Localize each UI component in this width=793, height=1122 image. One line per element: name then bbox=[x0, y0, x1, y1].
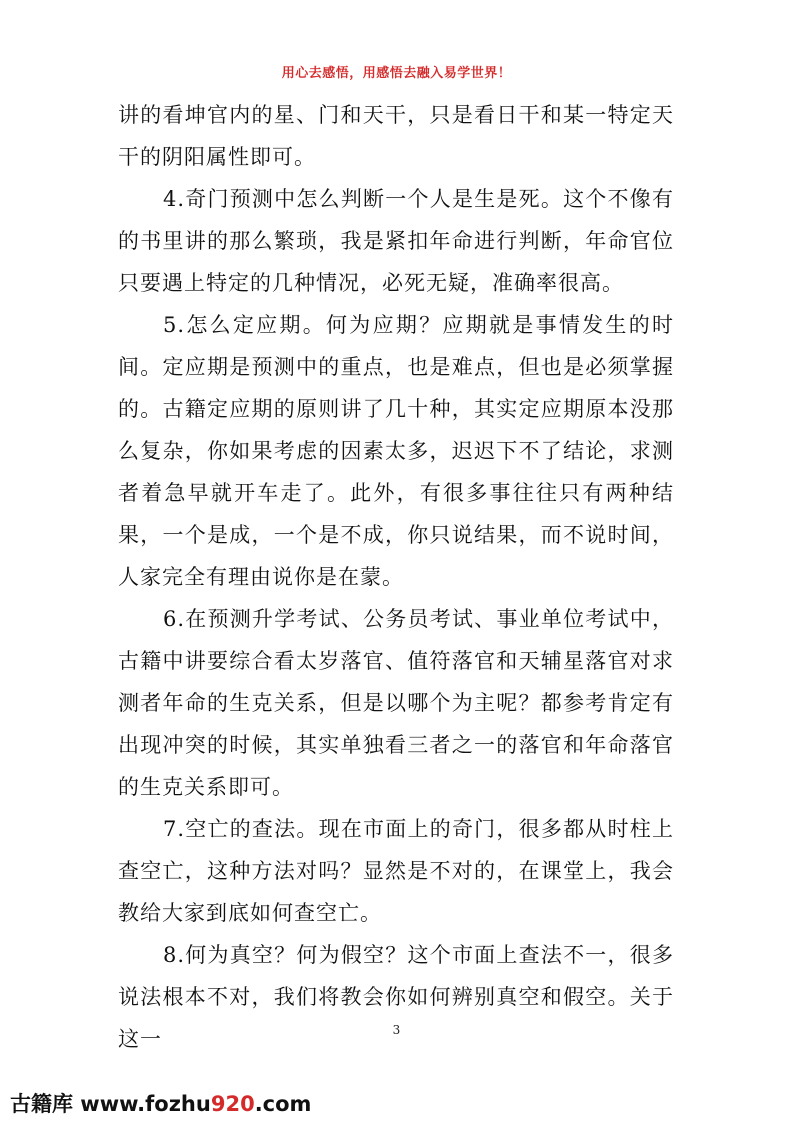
header-slogan: 用心去感悟，用感悟去融入易学世界！ bbox=[281, 66, 512, 81]
footer-url-prefix: www.fozhu bbox=[73, 1092, 211, 1116]
page-number: 3 bbox=[392, 1023, 401, 1037]
paragraph-continuation: 讲的看坤官内的星、门和天干，只是看日干和某一特定天干的阴阳属性即可。 bbox=[118, 103, 674, 169]
paragraph-item-4: 4.奇门预测中怎么判断一个人是生是死。这个不像有的书里讲的那么繁琐，我是紧扣年命进行判断，年命官位只要遇上特定的几种情况，必死无疑，准确率很高。 bbox=[118, 187, 674, 295]
footer-site-name: 古籍库 bbox=[10, 1092, 73, 1116]
paragraph-item-6: 6.在预测升学考试、公务员考试、事业单位考试中，古籍中讲要综合看太岁落官、值符落官和天辅星落官对求测者年命的生克关系，但是以哪个为主呢？都参考肯定有出现冲突的时候，其实单独看三者之一的落官和年命落官的生克关系即可。 bbox=[118, 607, 674, 799]
paragraph-item-7: 7.空亡的查法。现在市面上的奇门，很多都从时柱上查空亡，这种方法对吗？显然是不对的，在课堂上，我会教给大家到底如何查空亡。 bbox=[118, 817, 674, 925]
footer-url-accent: 920 bbox=[210, 1092, 255, 1116]
paragraph-item-5: 5.怎么定应期。何为应期？应期就是事情发生的时间。定应期是预测中的重点，也是难点，但也是必须掌握的。古籍定应期的原则讲了几十种，其实定应期原本没那么复杂，你如果考虑的因素太多，迟迟下不了结论，求测者着急早就开车走了。此外，有很多事往往只有两种结果，一个是成，一个是不成，你只说结果，而不说时间，人家完全有理由说你是在蒙。 bbox=[118, 313, 674, 589]
footer-watermark bbox=[10, 1088, 311, 1118]
document-body bbox=[118, 94, 674, 1060]
footer-url-suffix: .com bbox=[254, 1092, 312, 1116]
paragraph-item-8: 8.何为真空？何为假空？这个市面上查法不一，很多说法根本不对，我们将教会你如何辨别真空和假空。关于这一 bbox=[118, 943, 674, 1051]
